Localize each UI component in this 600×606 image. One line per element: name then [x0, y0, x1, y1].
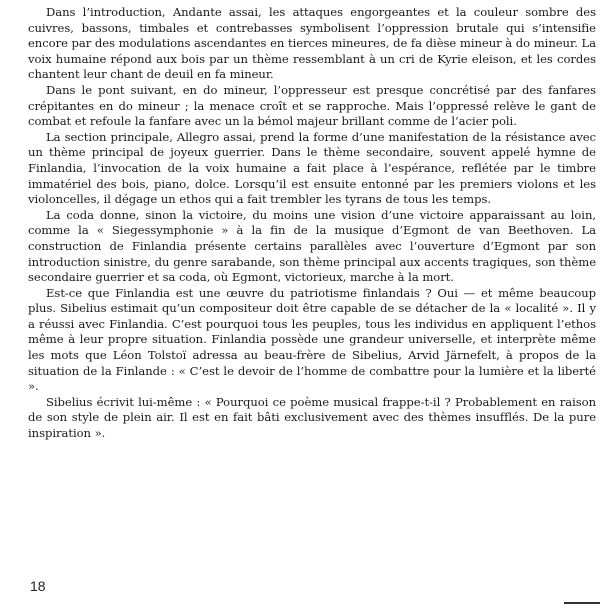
paragraph-introduction: Dans l’introduction, Andante assai, les attaques engorgeantes et la couleur sombre des cuivres, bassons, timbales et contrebasses symbolisent l’oppression brutale qui s’intensifie encore par des modulations ascendantes en tierces mineures, de fa dièse mineur à do mineur. La voix humaine répond aux bois par un thème ressemblant à un cri de Kyrie eleison, et les cordes chantent leur chant de deuil en fa mineur. [28, 5, 596, 82]
paragraph-section-principale: La section principale, Allegro assai, prend la forme d’une manifestation de la résistance avec un thème principal de joyeux guerrier. Dans le thème secondaire, souvent appelé hymne de Finlandia, l’invocation de la voix humaine a fait place à l’espérance, reflétée par le timbre immatériel des bois, piano, dolce. Lorsqu’il est ensuite entonné par les premiers violons et les violoncelles, il dégage un ethos qui a fait trembler les tyrans de tous les temps. [28, 129, 596, 207]
paragraph-coda: La coda donne, sinon la victoire, du moins une vision d’une victoire apparaissant au loin, comme la « Siegessymphonie » à la fin de la musique d’Egmont de van Beethoven. La construction de Finlandia présente certains parallèles avec l’ouverture d’Egmont par son introduction sinistre, du genre sarabande, son thème principal aux accents tragiques, son thème secondaire guerrier et sa coda, où Egmont, victorieux, marche à la mort. [28, 207, 596, 285]
paragraph-pont: Dans le pont suivant, en do mineur, l’oppresseur est presque concrétisé par des fanfares crépitantes en do mineur ; la menace croît et se rapproche. Mais l’oppressé relève le gant de combat et refoule la fanfare avec un la bémol majeur brillant comme de l’acier poli. [28, 82, 596, 129]
page-number: 18 [30, 578, 46, 594]
document-body [28, 5, 596, 442]
paragraph-patriotisme: Est-ce que Finlandia est une œuvre du patriotisme finlandais ? Oui — et même beaucoup plus. Sibelius estimait qu’un compositeur doit être capable de se détacher de la « localité ». Il y a réussi avec Finlandia. C’est pourquoi tous les peuples, tous les individus en appliquent l’ethos même à leur propre situation. Finlandia possède une grandeur universelle, et interprète même les mots que Léon Tolstoï adressa au beau-frère de Sibelius, Arvid Järnefelt, à propos de la situation de la Finlande : « C’est le devoir de l’homme de combattre pour la lumière et la liberté ». [28, 285, 596, 394]
corner-divider [564, 602, 600, 604]
paragraph-sibelius-citation: Sibelius écrivit lui-même : « Pourquoi ce poème musical frappe-t-il ? Probablement en raison de son style de plein air. Il est en fait bâti exclusivement avec des thèmes insufflés. De la pure inspiration ». [28, 394, 596, 441]
